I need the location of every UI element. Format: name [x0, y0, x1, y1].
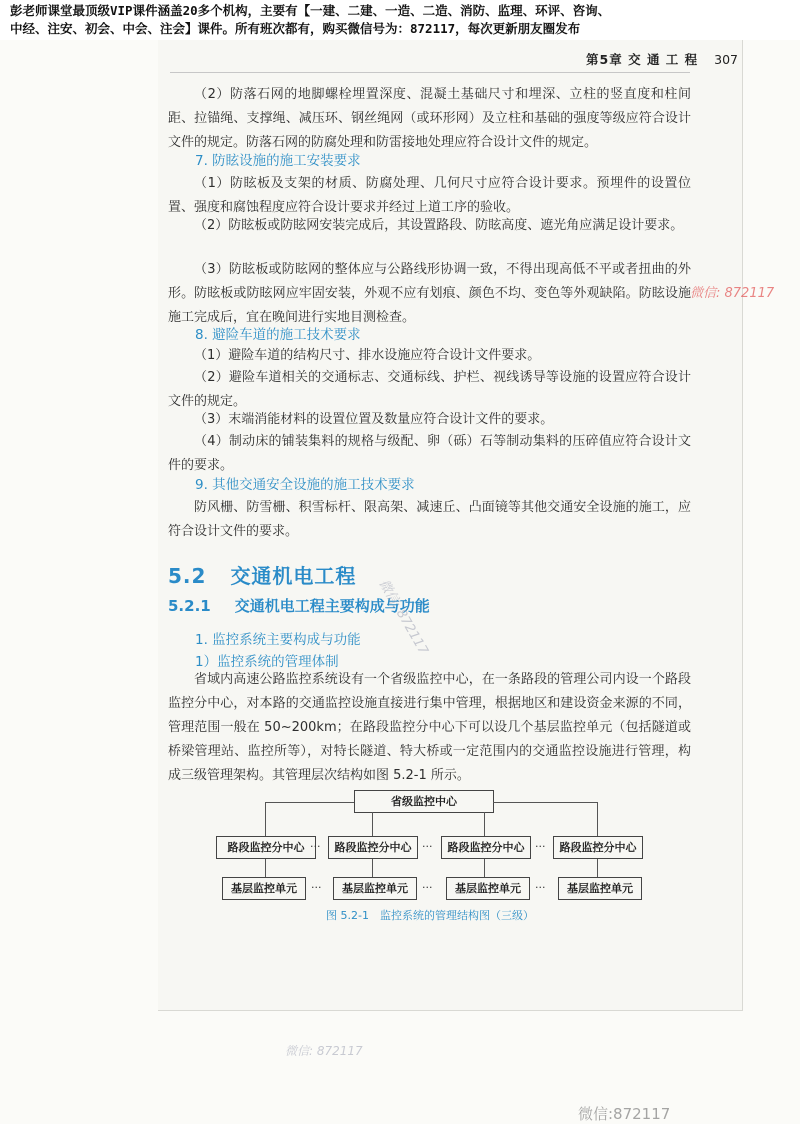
paragraph-escape-lane-2: （2）避险车道相关的交通标志、交通标线、护栏、视线诱导等设施的设置应符合设计文件的规定。 [168, 370, 691, 409]
paragraph-escape-lane-1: （1）避险车道的结构尺寸、排水设施应符合设计文件要求。 [194, 348, 541, 363]
diagram-bottom-node: 基层监控单元 [222, 877, 306, 900]
connector [493, 802, 597, 803]
connector [484, 812, 485, 836]
diagram-bottom-node: 基层监控单元 [333, 877, 417, 900]
watermark-text: 微信: 872117 [375, 577, 431, 658]
running-head [586, 50, 738, 68]
diagram-mid-node: 路段监控分中心 [553, 836, 643, 859]
diagram-mid-node: 路段监控分中心 [328, 836, 418, 859]
subsection-title: 交通机电工程主要构成与功能 [234, 597, 430, 615]
paragraph-escape-lane-3: （3）末端消能材料的设置位置及数量应符合设计文件的要求。 [194, 412, 554, 427]
section-title: 交通机电工程 [230, 564, 357, 588]
page-number: 307 [714, 52, 738, 67]
section-number: 5.2 [168, 564, 207, 588]
banner-line-1: 彭老师课堂最顶级VIP课件涵盖20多个机构，主要有【一建、二建、一造、二造、消防、监理、环评、咨询、 [10, 3, 611, 18]
connector [265, 859, 266, 877]
diagram-bottom-node: 基层监控单元 [558, 877, 642, 900]
diagram-ellipsis: ··· [422, 840, 433, 853]
connector [265, 802, 354, 803]
paragraph-rockfall-net: （2）防落石网的地脚螺栓埋置深度、混凝土基础尺寸和埋深、立柱的竖直度和柱间距、拉锚绳、支撑绳、减压环、钢丝绳网（或环形网）及立柱和基础的强度等级应符合设计文件的规定。防落石网的防腐处理和防雷接地处理应符合设计文件的规定。 [168, 87, 691, 150]
paragraph-anti-glare-2: （2）防眩板或防眩网安装完成后，其设置路段、防眩高度、遮光角应满足设计要求。 [194, 218, 684, 233]
connector [372, 812, 373, 836]
watermark-text: 微信:872117 [578, 1105, 671, 1123]
watermark-text: 微信: 872117 [285, 1044, 363, 1058]
subsection-number: 5.2.1 [168, 597, 211, 615]
paragraph-management: 省域内高速公路监控系统设有一个省级监控中心，在一条路段的管理公司内设一个路段监控分中心，对本路的交通监控设施直接进行集中管理，根据地区和建设资金来源的不同，管理范围一般在 50~200km；在路段监控分中心下可以设几个基层监控单元（包括隧道或桥梁管理站、监控所等），对特长隧道、特大桥或一定范围内的交通监控设施进行管理，构成三级管理架构。其管理层次结构如图 5.2-1 所示。 [168, 672, 691, 783]
paragraph-escape-lane-4: （4）制动床的铺装集料的规格与级配、卵（砾）石等制动集料的压碎值应符合设计文件的要求。 [168, 434, 691, 473]
connector [265, 802, 266, 836]
watermark-text: 微信: 872117 [690, 286, 775, 301]
diagram-top-node: 省级监控中心 [354, 790, 494, 813]
heading-escape-lane: 8. 避险车道的施工技术要求 [195, 327, 361, 343]
diagram-ellipsis: ··· [310, 840, 321, 853]
chapter-title: 第5章 交 通 工 程 [586, 52, 699, 67]
diagram-mid-node: 路段监控分中心 [441, 836, 531, 859]
connector [372, 859, 373, 877]
top-banner [0, 0, 800, 40]
section-heading [168, 560, 356, 589]
diagram-ellipsis: ··· [422, 881, 433, 894]
heading-monitoring: 1. 监控系统主要构成与功能 [195, 632, 361, 648]
connector [597, 859, 598, 877]
diagram-ellipsis: ··· [535, 840, 546, 853]
diagram-ellipsis: ··· [311, 881, 322, 894]
figure-caption: 图 5.2-1 监控系统的管理结构图（三级） [326, 909, 534, 922]
heading-anti-glare: 7. 防眩设施的施工安装要求 [195, 153, 361, 169]
heading-other-safety: 9. 其他交通安全设施的施工技术要求 [195, 477, 415, 493]
connector [484, 859, 485, 877]
banner-line-2: 中经、注安、初会、中会、注会】课件。所有班次都有，购买微信号为：872117，每次更新朋友圈发布 [10, 21, 581, 36]
paragraph-anti-glare-1: （1）防眩板及支架的材质、防腐处理、几何尺寸应符合设计要求。预埋件的设置位置、强度和腐蚀程度应符合设计要求并经过上道工序的验收。 [168, 176, 691, 215]
diagram-mid-node: 路段监控分中心 [216, 836, 316, 859]
diagram-bottom-node: 基层监控单元 [446, 877, 530, 900]
heading-management: 1）监控系统的管理体制 [195, 654, 339, 670]
paragraph-anti-glare-3: （3）防眩板或防眩网的整体应与公路线形协调一致，不得出现高低不平或者扭曲的外形。防眩板或防眩网应牢固安装，外观不应有划痕、颜色不均、变色等外观缺陷。防眩设施施工完成后，宜在晚间进行实地目测检查。 [168, 262, 691, 325]
diagram-ellipsis: ··· [535, 881, 546, 894]
header-rule [170, 72, 690, 73]
connector [597, 802, 598, 836]
paragraph-other-safety: 防风栅、防雪栅、积雪标杆、限高架、减速丘、凸面镜等其他交通安全设施的施工，应符合设计文件的要求。 [168, 500, 691, 539]
